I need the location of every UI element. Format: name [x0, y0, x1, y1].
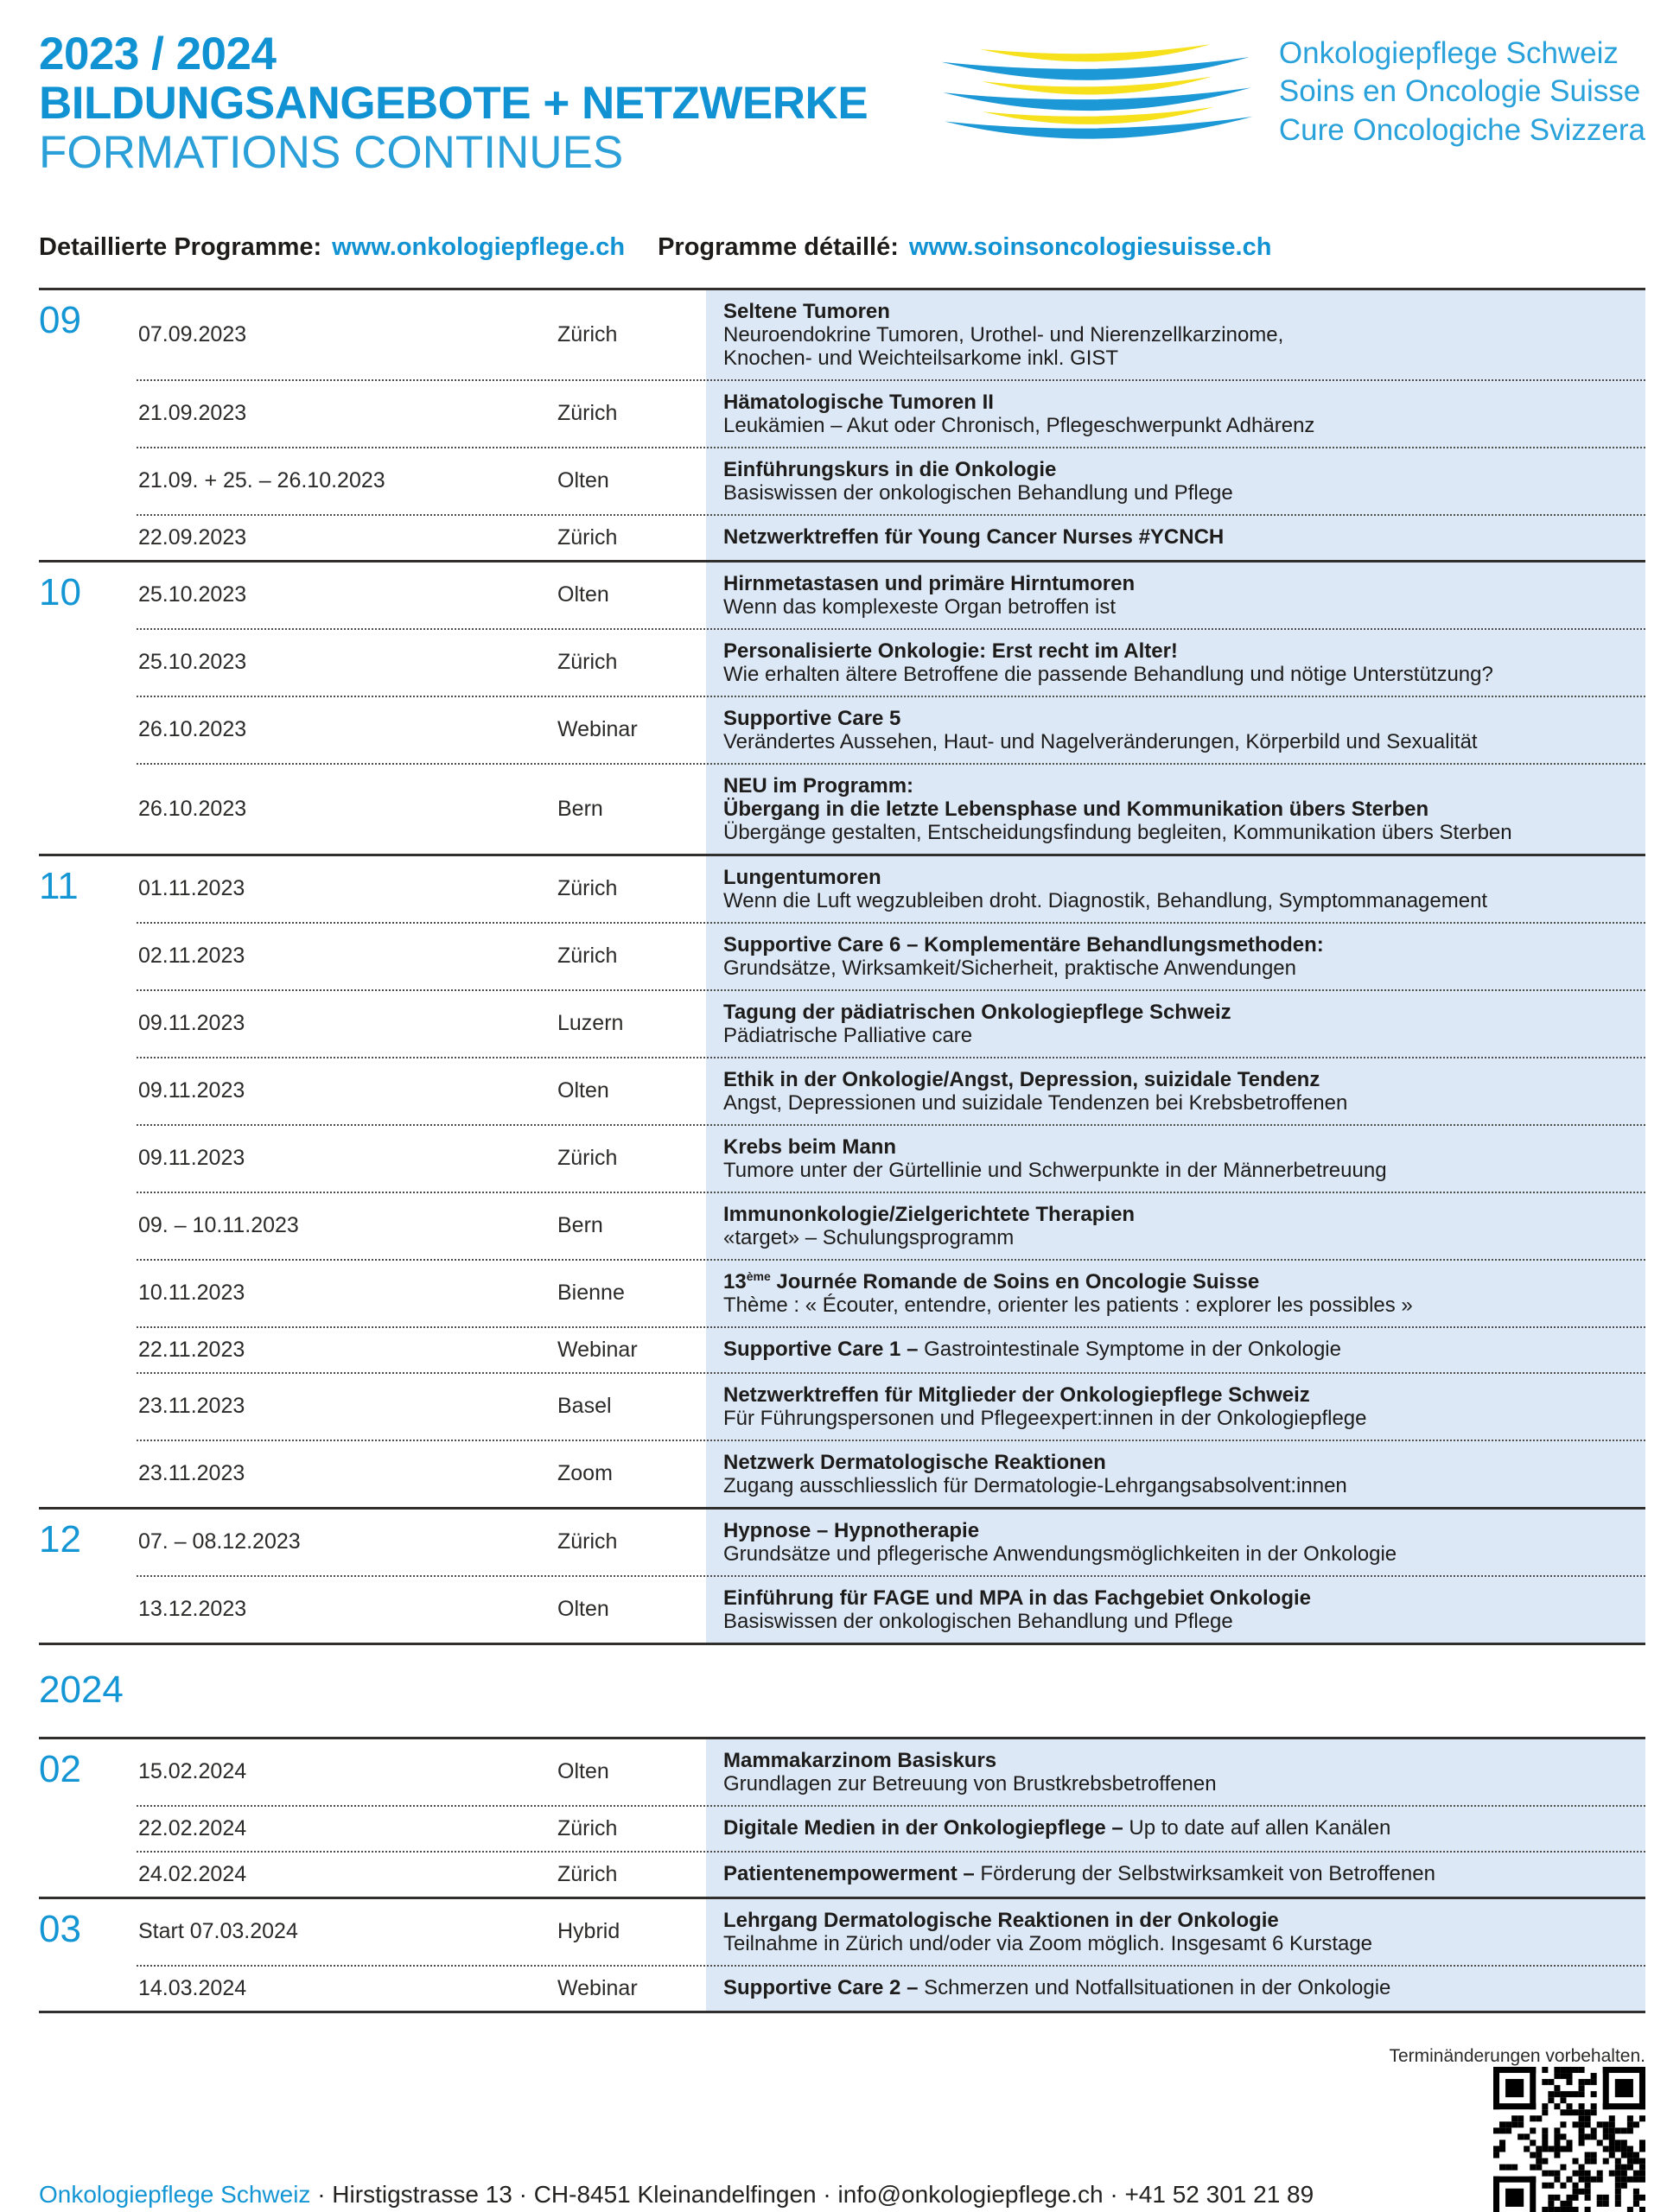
course-date: 26.10.2023	[138, 796, 247, 821]
course-text-line	[723, 1135, 1625, 1159]
course-date: 22.11.2023	[138, 1337, 245, 1362]
course-description	[706, 381, 1645, 447]
course-title-segment: Personalisierte Onkologie: Erst recht im Alter!	[723, 639, 1178, 663]
course-text-line	[723, 774, 1625, 798]
course-text-line	[723, 707, 1625, 730]
link-soinsoncologiesuisse[interactable]: www.soinsoncologiesuisse.ch	[908, 232, 1272, 261]
course-title-segment: Einführung für FAGE und MPA in das Fachgebiet Onkologie	[723, 1586, 1312, 1610]
course-text-line	[723, 1001, 1625, 1024]
course-location: Zürich	[557, 1815, 618, 1840]
course-text-line	[723, 1976, 1625, 1999]
schedule-row	[137, 1853, 1645, 1897]
course-description	[706, 856, 1645, 922]
course-description	[706, 697, 1645, 763]
course-date: 13.12.2023	[138, 1597, 247, 1622]
course-date: 09.11.2023	[138, 1078, 245, 1103]
course-location: Olten	[557, 582, 609, 607]
link-onkologiepflege[interactable]: www.onkologiepflege.ch	[332, 232, 626, 261]
course-title-segment: Immunonkologie/Zielgerichtete Therapien	[723, 1202, 1136, 1226]
schedule-row	[137, 1374, 1645, 1441]
course-description	[706, 630, 1645, 696]
course-subtitle-segment: Grundsätze und pflegerische Anwendungsmöglichkeiten in der Onkologie	[723, 1541, 1397, 1566]
schedule-row	[137, 1193, 1645, 1261]
footer	[39, 2067, 1645, 2212]
course-location: Zürich	[557, 650, 618, 675]
course-subtitle-segment: Pädiatrische Palliative care	[723, 1023, 973, 1047]
course-subtitle-segment: Für Führungspersonen und Pflegeexpert:innen in der Onkologiepflege	[723, 1406, 1367, 1430]
month-rows	[137, 856, 1645, 1507]
course-subtitle-segment: Übergänge gestalten, Entscheidungsfindung begleiten, Kommunikation übers Sterben	[723, 820, 1512, 844]
course-location: Zoom	[557, 1461, 613, 1486]
month-rows	[137, 1510, 1645, 1643]
course-location: Webinar	[557, 717, 638, 742]
course-title-segment: Krebs beim Mann	[723, 1135, 897, 1159]
course-text-line	[723, 1294, 1625, 1317]
course-subtitle-segment: Angst, Depressionen und suizidale Tendenzen bei Krebsbetroffenen	[723, 1090, 1348, 1115]
course-title-segment: Supportive Care 2 –	[723, 1975, 925, 1999]
logo-swoosh-icon	[933, 33, 1255, 154]
course-date: 24.02.2024	[138, 1861, 247, 1886]
month-number: 12	[39, 1517, 81, 1560]
course-subtitle-segment: Basiswissen der onkologischen Behandlung und Pflege	[723, 1609, 1233, 1633]
schedule-row	[137, 1328, 1645, 1374]
course-text-line	[723, 1586, 1625, 1610]
course-location: Bienne	[557, 1281, 625, 1306]
course-description	[706, 1193, 1645, 1259]
course-title-segment: Patientenempowerment –	[723, 1861, 981, 1885]
course-text-line	[723, 1610, 1625, 1633]
course-location: Bern	[557, 1213, 603, 1238]
course-title-segment: Seltene Tumoren	[723, 299, 890, 323]
course-location: Luzern	[557, 1011, 624, 1036]
schedule-row	[137, 856, 1645, 924]
course-text-line	[723, 1159, 1625, 1182]
section-divider	[39, 1643, 1645, 1645]
course-location: Zürich	[557, 1861, 618, 1886]
course-date: 07.09.2023	[138, 321, 247, 346]
course-text-line	[723, 1024, 1625, 1047]
month-number: 11	[39, 864, 79, 907]
course-title-segment: Netzwerktreffen für Mitglieder der Onkologiepflege Schweiz	[723, 1382, 1310, 1407]
course-date: 07. – 08.12.2023	[138, 1529, 301, 1554]
course-text-line	[723, 300, 1625, 323]
schedule-row	[137, 1739, 1645, 1807]
course-subtitle-segment: Thème : « Écouter, entendre, orienter les patients : explorer les possibles »	[723, 1293, 1413, 1317]
course-text-line	[723, 821, 1625, 844]
course-date: 22.02.2024	[138, 1815, 247, 1840]
month-number: 09	[39, 298, 81, 341]
course-text-line	[723, 323, 1625, 346]
course-subtitle-segment: Wie erhalten ältere Betroffene die passende Behandlung und nötige Unterstützung?	[723, 662, 1493, 686]
course-text-line	[723, 346, 1625, 370]
section-divider	[39, 2011, 1645, 2013]
course-text-line	[723, 639, 1625, 663]
contact-details: · Hirstigstrasse 13 · CH-8451 Kleinandelfingen · info@onkologiepflege.ch · +41 52 301 21 89	[310, 2180, 1314, 2208]
year-header: 2024	[39, 1668, 124, 1711]
course-text-line	[723, 798, 1625, 821]
course-description	[706, 448, 1645, 514]
course-subtitle-segment: Up to date auf allen Kanälen	[1129, 1815, 1391, 1840]
course-description	[706, 516, 1645, 560]
schedule-row	[137, 1967, 1645, 2011]
course-title-segment: NEU im Programm:	[723, 773, 914, 798]
course-title-segment: Lungentumoren	[723, 865, 881, 889]
course-title-segment: Netzwerktreffen für Young Cancer Nurses #YCNCH	[723, 524, 1225, 549]
course-location: Zürich	[557, 321, 618, 346]
course-date: 21.09.2023	[138, 401, 247, 426]
schedule-row	[137, 1261, 1645, 1328]
course-description	[706, 1374, 1645, 1440]
course-description	[706, 1807, 1645, 1851]
month-rows	[137, 1899, 1645, 2011]
course-subtitle-segment: Verändertes Aussehen, Haut- und Nagelveränderungen, Körperbild und Sexualität	[723, 729, 1478, 753]
programs-line	[39, 233, 1645, 262]
course-date: 26.10.2023	[138, 717, 247, 742]
course-subtitle-segment: Wenn die Luft wegzubleiben droht. Diagnostik, Behandlung, Symptommanagement	[723, 888, 1488, 912]
header	[39, 29, 1645, 178]
schedule-change-notice: Terminänderungen vorbehalten.	[1389, 2045, 1645, 2066]
course-description	[706, 1577, 1645, 1643]
month-section	[39, 563, 1645, 854]
course-date: 09.11.2023	[138, 1146, 245, 1171]
course-date: 23.11.2023	[138, 1394, 245, 1419]
schedule-row	[137, 381, 1645, 448]
schedule-row	[137, 563, 1645, 630]
course-location: Zürich	[557, 1529, 618, 1554]
course-description	[706, 1126, 1645, 1192]
course-description	[706, 765, 1645, 854]
course-date: 15.02.2024	[138, 1759, 247, 1784]
title-years: 2023 / 2024	[39, 29, 277, 79]
course-subtitle-segment: «target» – Schulungsprogramm	[723, 1225, 1015, 1249]
course-subtitle-segment: Wenn das komplexeste Organ betroffen ist	[723, 594, 1117, 619]
course-subtitle-segment: Teilnahme in Zürich und/oder via Zoom möglich. Insgesamt 6 Kurstage	[723, 1931, 1373, 1955]
course-date: 10.11.2023	[138, 1281, 245, 1306]
schedule-row	[137, 516, 1645, 560]
course-title-segment: Hirnmetastasen und primäre Hirntumoren	[723, 571, 1136, 595]
course-description	[706, 1261, 1645, 1326]
schedule	[39, 288, 1645, 2013]
course-description	[706, 1853, 1645, 1897]
course-text-line	[723, 1451, 1625, 1474]
course-text-line	[723, 663, 1625, 686]
course-title-segment: Supportive Care 1 –	[723, 1337, 925, 1361]
logo-line-fr: Soins en Oncologie Suisse	[1278, 74, 1641, 109]
schedule-row	[137, 1441, 1645, 1507]
course-text-line	[723, 1474, 1625, 1497]
schedule-row	[137, 1899, 1645, 1967]
course-text-line	[723, 481, 1625, 505]
course-text-line	[723, 1407, 1625, 1430]
course-subtitle-segment: Neuroendokrine Tumoren, Urothel- und Nierenzellkarzinome,	[723, 322, 1284, 346]
course-title-segment: Einführungskurs in die Onkologie	[723, 457, 1057, 481]
course-description	[706, 1510, 1645, 1575]
course-date: 01.11.2023	[138, 876, 245, 901]
course-date: Start 07.03.2024	[138, 1919, 298, 1944]
programs-label-fr: Programme détaillé:	[658, 232, 899, 261]
course-location: Webinar	[557, 1975, 638, 2000]
course-subtitle-segment: Zugang ausschliesslich für Dermatologie-Lehrgangsabsolvent:innen	[723, 1473, 1347, 1497]
course-text-line	[723, 391, 1625, 414]
course-subtitle-segment: Gastrointestinale Symptome in der Onkologie	[924, 1337, 1341, 1361]
course-title-segment: Mammakarzinom Basiskurs	[723, 1748, 997, 1772]
course-description	[706, 1967, 1645, 2011]
course-title-segment: ème	[746, 1268, 771, 1283]
course-text-line	[723, 1383, 1625, 1407]
course-date: 14.03.2024	[138, 1975, 247, 2000]
title-french: FORMATIONS CONTINUES	[39, 127, 624, 179]
course-subtitle-segment: Grundsätze, Wirksamkeit/Sicherheit, praktische Anwendungen	[723, 956, 1296, 980]
schedule-row	[137, 290, 1645, 381]
course-title-segment: Digitale Medien in der Onkologiepflege –	[723, 1815, 1129, 1840]
course-text-line	[723, 1203, 1625, 1226]
course-title-segment: Ethik in der Onkologie/Angst, Depression, suizidale Tendenz	[723, 1067, 1320, 1091]
course-description	[706, 1441, 1645, 1507]
course-location: Zürich	[557, 401, 618, 426]
course-title-segment: Übergang in die letzte Lebensphase und Kommunikation übers Sterben	[723, 797, 1429, 821]
course-date: 09. – 10.11.2023	[138, 1213, 299, 1238]
course-text-line	[723, 1542, 1625, 1566]
qr-code	[1493, 2067, 1645, 2212]
course-subtitle-segment: Basiswissen der onkologischen Behandlung und Pflege	[723, 480, 1233, 505]
course-text-line	[723, 933, 1625, 957]
month-section	[39, 1510, 1645, 1643]
course-text-line	[723, 414, 1625, 437]
course-description	[706, 1328, 1645, 1372]
course-date: 25.10.2023	[138, 650, 247, 675]
course-location: Olten	[557, 468, 609, 493]
course-text-line	[723, 595, 1625, 619]
course-description	[706, 1899, 1645, 1965]
course-text-line	[723, 1068, 1625, 1091]
course-text-line	[723, 1091, 1625, 1115]
contact-line	[39, 2181, 1314, 2212]
month-section	[39, 1899, 1645, 2011]
schedule-row	[137, 1058, 1645, 1126]
logo-line-de: Onkologiepflege Schweiz	[1278, 36, 1619, 70]
course-location: Olten	[557, 1078, 609, 1103]
schedule-row	[137, 630, 1645, 697]
course-subtitle-segment: Leukämien – Akut oder Chronisch, Pflegeschwerpunkt Adhärenz	[723, 413, 1315, 437]
course-text-line	[723, 866, 1625, 889]
course-title-segment: Netzwerk Dermatologische Reaktionen	[723, 1450, 1106, 1474]
course-location: Zürich	[557, 876, 618, 901]
course-date: 09.11.2023	[138, 1011, 245, 1036]
month-number: 10	[39, 570, 81, 613]
month-section	[39, 290, 1645, 560]
course-text-line	[723, 1772, 1625, 1796]
course-title-segment: Supportive Care 5	[723, 706, 901, 730]
course-text-line	[723, 525, 1625, 549]
schedule-row	[137, 924, 1645, 991]
course-date: 25.10.2023	[138, 582, 247, 607]
course-subtitle-segment: Grundlagen zur Betreuung von Brustkrebsbetroffenen	[723, 1771, 1217, 1796]
course-text-line	[723, 1519, 1625, 1542]
month-rows	[137, 1739, 1645, 1897]
course-title-segment: Lehrgang Dermatologische Reaktionen in der Onkologie	[723, 1908, 1279, 1932]
course-location: Olten	[557, 1597, 609, 1622]
course-date: 21.09. + 25. – 26.10.2023	[138, 468, 385, 493]
course-location: Bern	[557, 796, 603, 821]
month-number: 03	[39, 1907, 81, 1950]
course-text-line	[723, 1909, 1625, 1932]
logo-wordmark	[1279, 33, 1645, 149]
month-number: 02	[39, 1747, 81, 1790]
course-title-segment: 13	[723, 1269, 747, 1294]
course-description	[706, 1058, 1645, 1124]
course-description	[706, 290, 1645, 379]
course-description	[706, 1739, 1645, 1805]
course-date: 23.11.2023	[138, 1461, 245, 1486]
course-text-line	[723, 957, 1625, 980]
course-description	[706, 924, 1645, 989]
course-text-line	[723, 1338, 1625, 1361]
course-text-line	[723, 730, 1625, 753]
course-text-line	[723, 1932, 1625, 1955]
course-text-line	[723, 572, 1625, 595]
programs-label-de: Detaillierte Programme:	[39, 232, 322, 261]
org-logo	[933, 33, 1645, 154]
schedule-row	[137, 1577, 1645, 1643]
course-title-segment: Journée Romande de Soins en Oncologie Suisse	[770, 1269, 1260, 1294]
month-rows	[137, 563, 1645, 854]
course-location: Zürich	[557, 524, 618, 550]
course-location: Zürich	[557, 1146, 618, 1171]
schedule-row	[137, 1510, 1645, 1577]
month-rows	[137, 290, 1645, 560]
month-section	[39, 1739, 1645, 1897]
course-text-line	[723, 889, 1625, 912]
course-subtitle-segment: Tumore unter der Gürtellinie und Schwerpunkte in der Männerbetreuung	[723, 1158, 1387, 1182]
course-subtitle-segment: Schmerzen und Notfallsituationen in der Onkologie	[924, 1975, 1391, 1999]
course-text-line	[723, 458, 1625, 481]
course-text-line	[723, 1749, 1625, 1772]
schedule-row	[137, 1807, 1645, 1853]
course-location: Olten	[557, 1759, 609, 1784]
schedule-row	[137, 991, 1645, 1058]
course-location: Webinar	[557, 1337, 638, 1362]
course-title-segment: Tagung der pädiatrischen Onkologiepflege Schweiz	[723, 1000, 1231, 1024]
schedule-row	[137, 1126, 1645, 1193]
course-date: 22.09.2023	[138, 524, 247, 550]
course-description	[706, 991, 1645, 1057]
logo-line-it: Cure Oncologiche Svizzera	[1278, 112, 1645, 147]
course-text-line	[723, 1270, 1625, 1294]
course-title-segment: Hypnose – Hypnotherapie	[723, 1518, 980, 1542]
course-subtitle-segment: Knochen- und Weichteilsarkome inkl. GIST	[723, 346, 1119, 370]
page-title	[39, 29, 868, 178]
course-date: 02.11.2023	[138, 944, 245, 969]
course-subtitle-segment: Förderung der Selbstwirksamkeit von Betroffenen	[980, 1861, 1435, 1885]
schedule-row	[137, 697, 1645, 765]
course-text-line	[723, 1226, 1625, 1249]
month-section	[39, 856, 1645, 1507]
title-german: BILDUNGSANGEBOTE + NETZWERKE	[39, 78, 868, 130]
schedule-row	[137, 448, 1645, 516]
course-text-line	[723, 1816, 1625, 1840]
course-title-segment: Hämatologische Tumoren II	[723, 390, 994, 414]
course-description	[706, 563, 1645, 628]
course-title-segment: Supportive Care 6 – Komplementäre Behandlungsmethoden:	[723, 932, 1324, 957]
schedule-row	[137, 765, 1645, 854]
course-location: Hybrid	[557, 1919, 620, 1944]
course-location: Zürich	[557, 944, 618, 969]
course-text-line	[723, 1862, 1625, 1885]
course-location: Basel	[557, 1394, 612, 1419]
contact-org: Onkologiepflege Schweiz	[39, 2180, 311, 2208]
